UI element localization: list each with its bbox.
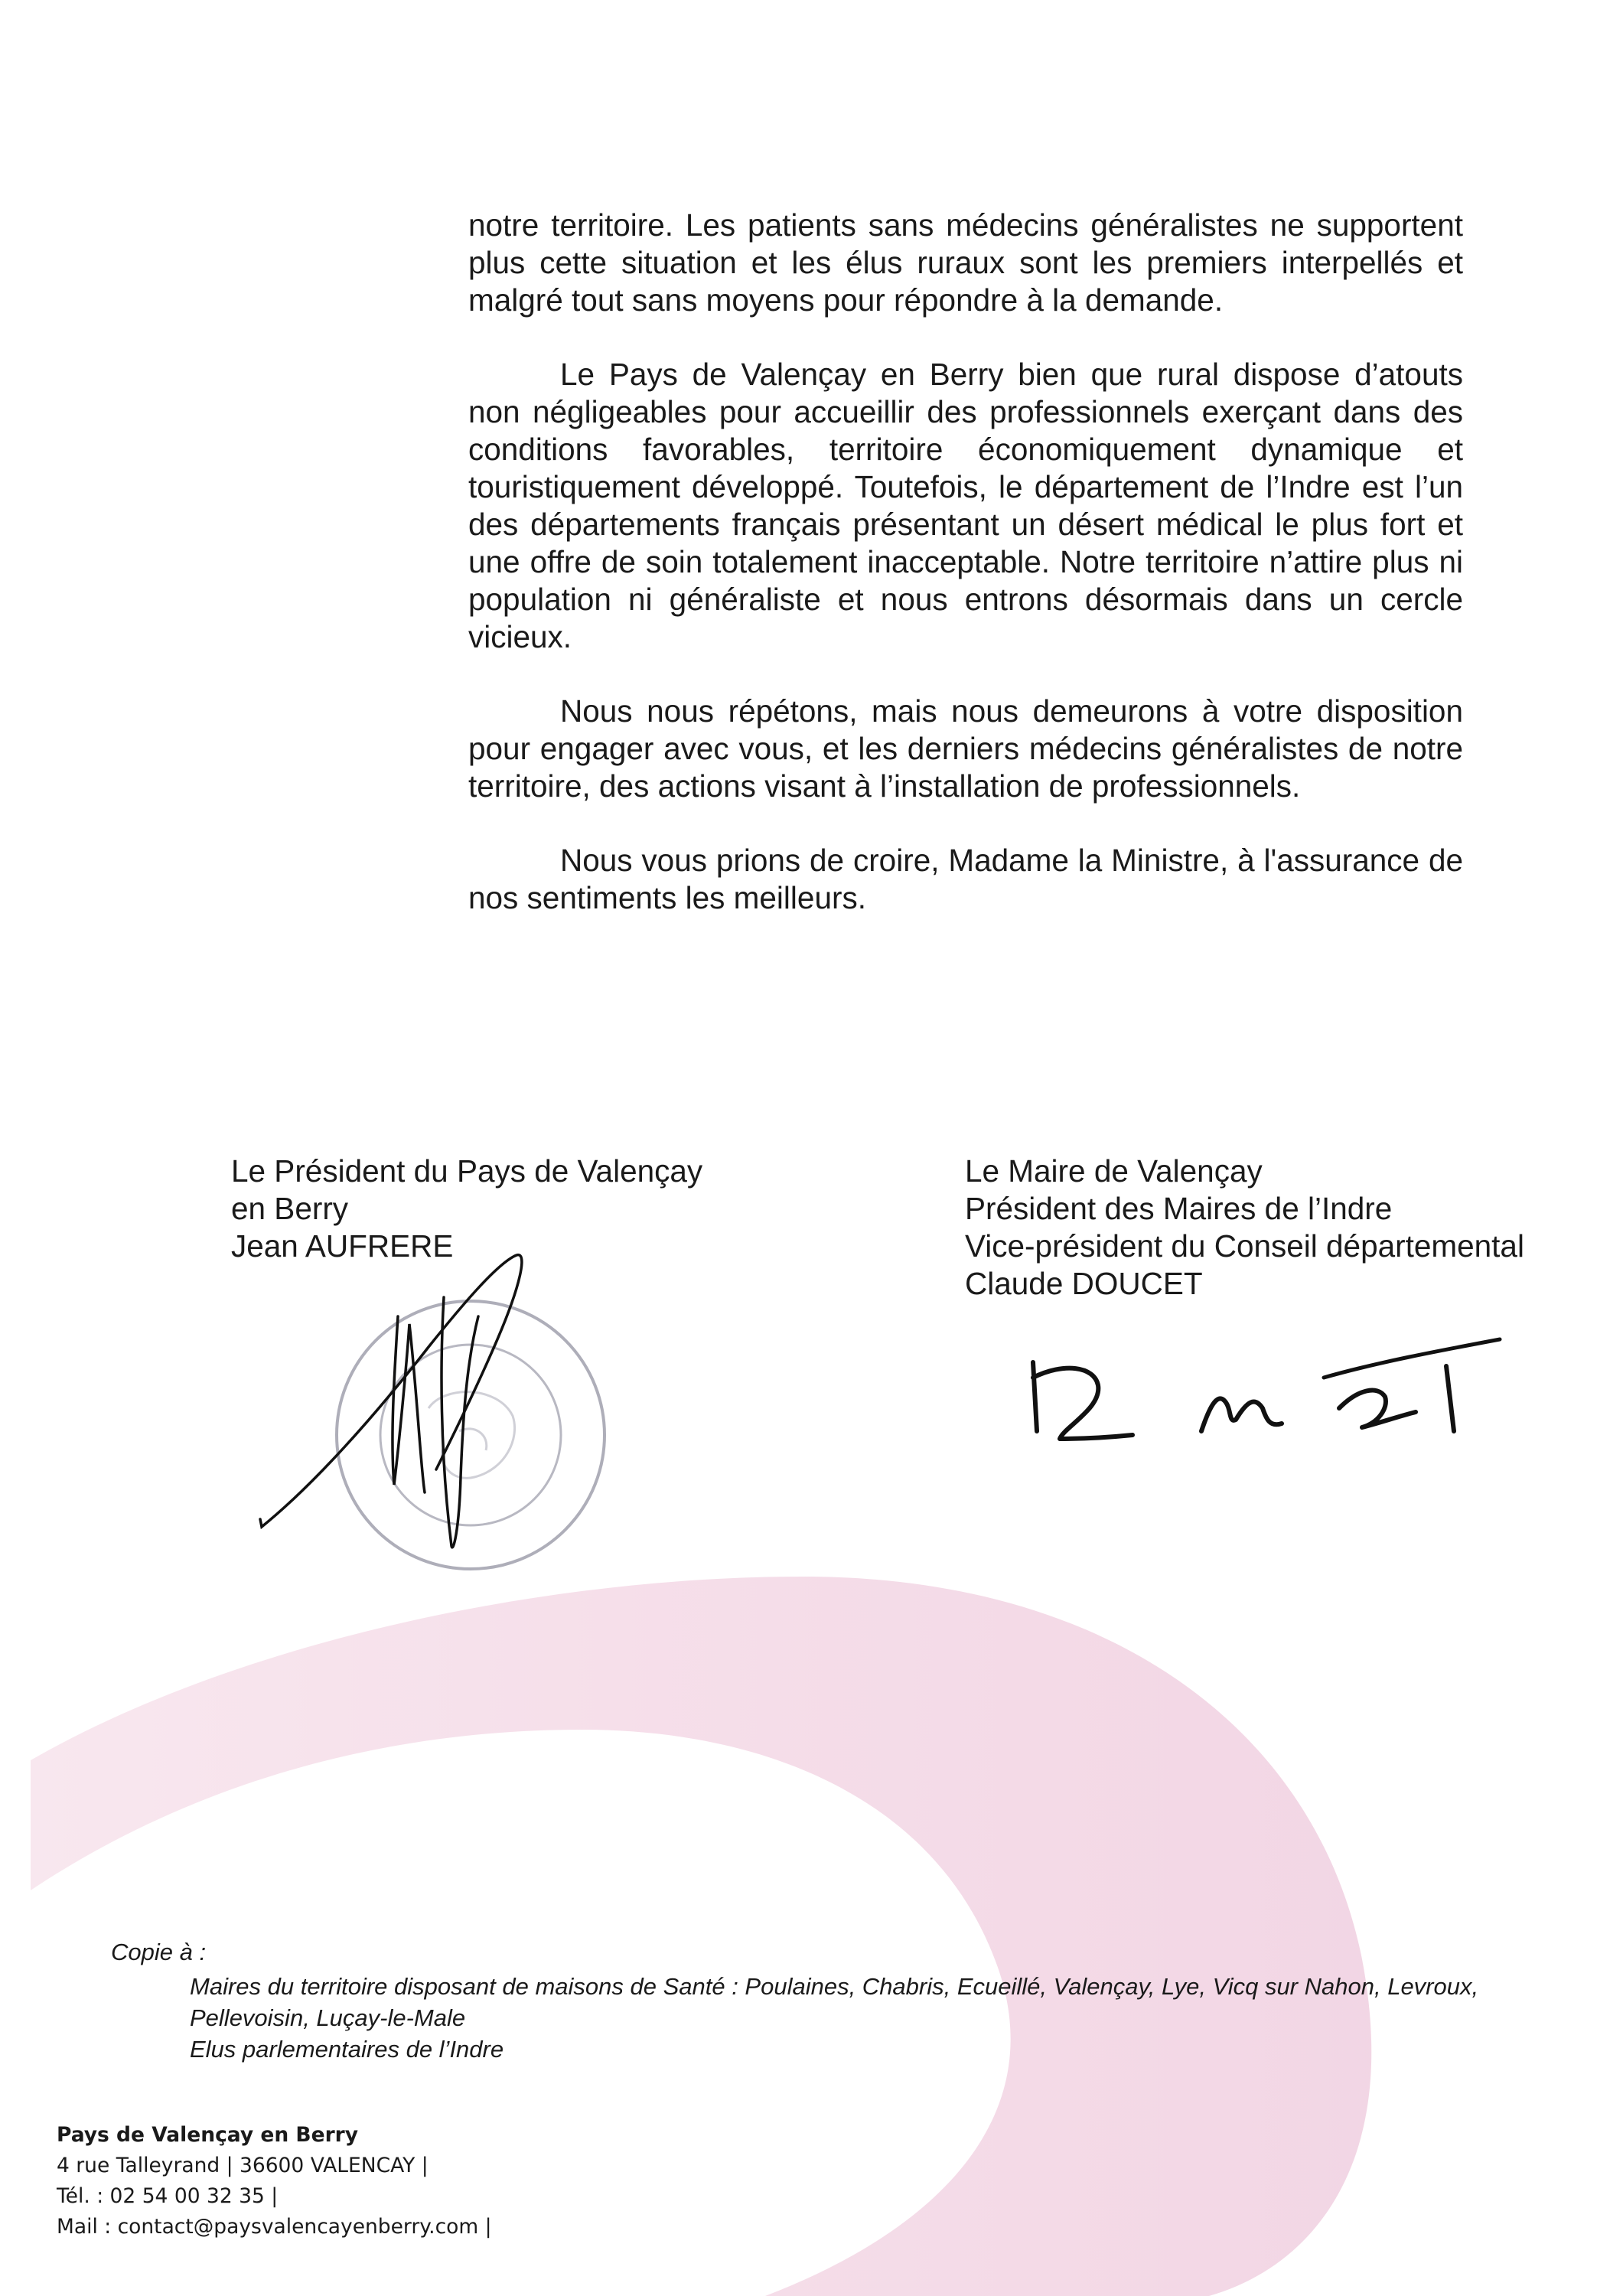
copies-recipient: Elus parlementaires de l’Indre: [190, 2036, 504, 2063]
paragraph-1: notre territoire. Les patients sans médecins généralistes ne supportent plus cette situation et les élus ruraux sont les premiers interpellés et malgré tout sans moyens pour répondre à la demande.: [468, 207, 1463, 318]
signatory-right-title-1: Le Maire de Valençay: [965, 1153, 1263, 1189]
signatory-right: [965, 1153, 1524, 1303]
signatory-right-title-2: Président des Maires de l’Indre: [965, 1191, 1393, 1226]
paragraph-2: Le Pays de Valençay en Berry bien que rural dispose d’atouts non négligeables pour accueillir des professionnels exerçant dans des conditions favorables, territoire économiquement dynamique et touristiquement développé. Toutefois, le département de l’Indre est l’un des départements français présentant un désert médical le plus fort et une offre de soin totalement inacceptable. Notre territoire n’attire plus ni population ni généraliste et nous entrons désormais dans un cercle vicieux.: [468, 357, 1463, 654]
paragraph-4: Nous vous prions de croire, Madame la Ministre, à l'assurance de nos sentiments les meilleurs.: [468, 843, 1463, 915]
signature-left-icon: [245, 1225, 566, 1584]
copies-label: Copie à :: [111, 1939, 207, 1965]
copies-section: [111, 1936, 1506, 2065]
signatory-right-name: Claude DOUCET: [965, 1266, 1203, 1301]
copies-recipient: Maires du territoire disposant de maisons de Santé : Poulaines, Chabris, Ecueillé, Valençay, Lye, Vicq sur Nahon, Levroux, Pellevoisin, Luçay-le-Male: [190, 1973, 1479, 2031]
footer-organization: Pays de Valençay en Berry: [57, 2123, 359, 2147]
copies-list: [111, 1971, 1506, 2065]
footer-phone: Tél. : 02 54 00 32 35 |: [57, 2184, 279, 2208]
signatory-left-title-2: en Berry: [231, 1191, 349, 1226]
letter-body: [468, 207, 1463, 954]
signature-right-icon: [1018, 1324, 1507, 1462]
footer-mail: Mail : contact@paysvalencayenberry.com |: [57, 2215, 492, 2239]
footer-address: 4 rue Talleyrand | 36600 VALENCAY |: [57, 2154, 429, 2177]
signatory-left-title-1: Le Président du Pays de Valençay: [231, 1153, 703, 1189]
footer: [57, 2120, 492, 2242]
paragraph-3: Nous nous répétons, mais nous demeurons à votre disposition pour engager avec vous, et les derniers médecins généralistes de notre territoire, des actions visant à l’installation de professionnels.: [468, 693, 1463, 804]
signatory-left-name: Jean AUFRERE: [231, 1228, 454, 1264]
signatory-right-title-3: Vice-président du Conseil départemental: [965, 1228, 1524, 1264]
